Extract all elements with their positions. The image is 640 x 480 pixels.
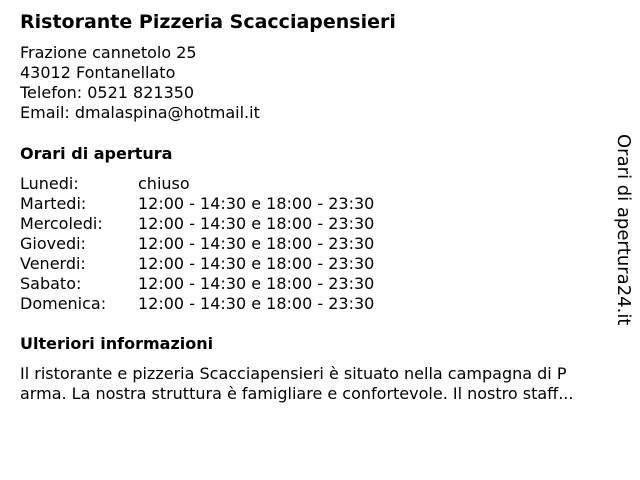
- day-label: Domenica:: [20, 294, 107, 313]
- day-label: Mercoledi:: [20, 214, 103, 233]
- day-hours: 12:00 - 14:30 e 18:00 - 23:30: [138, 234, 375, 253]
- day-hours: 12:00 - 14:30 e 18:00 - 23:30: [138, 254, 375, 273]
- hours-row-wednesday: [20, 214, 374, 234]
- more-info-heading: Ulteriori informazioni: [20, 334, 214, 353]
- contact-block: [20, 43, 260, 123]
- opening-hours-table: [20, 174, 374, 314]
- day-label: Martedi:: [20, 194, 87, 213]
- day-label: Giovedi:: [20, 234, 86, 253]
- site-watermark: Orari di apertura24.it: [613, 134, 634, 326]
- more-info-line: arma. La nostra struttura è famigliare e confortevole. Il nostro staff...: [20, 384, 574, 403]
- opening-hours-heading: Orari di apertura: [20, 144, 173, 163]
- day-hours: 12:00 - 14:30 e 18:00 - 23:30: [138, 294, 375, 313]
- hours-row-monday: [20, 174, 374, 194]
- more-info-text: [20, 364, 630, 404]
- day-hours: chiuso: [138, 174, 190, 193]
- day-label: Lunedi:: [20, 174, 79, 193]
- day-label: Venerdi:: [20, 254, 86, 273]
- day-hours: 12:00 - 14:30 e 18:00 - 23:30: [138, 214, 375, 233]
- phone-number: Telefon: 0521 821350: [20, 83, 195, 102]
- address-street: Frazione cannetolo 25: [20, 43, 197, 62]
- hours-row-thursday: [20, 234, 374, 254]
- hours-row-sunday: [20, 294, 374, 314]
- hours-row-friday: [20, 254, 374, 274]
- hours-row-tuesday: [20, 194, 374, 214]
- hours-row-saturday: [20, 274, 374, 294]
- day-hours: 12:00 - 14:30 e 18:00 - 23:30: [138, 194, 375, 213]
- day-label: Sabato:: [20, 274, 82, 293]
- email-address: Email: dmalaspina@hotmail.it: [20, 103, 260, 122]
- day-hours: 12:00 - 14:30 e 18:00 - 23:30: [138, 274, 375, 293]
- more-info-line: Il ristorante e pizzeria Scacciapensieri è situato nella campagna di P: [20, 364, 567, 383]
- address-city: 43012 Fontanellato: [20, 63, 176, 82]
- restaurant-name: Ristorante Pizzeria Scacciapensieri: [20, 11, 396, 33]
